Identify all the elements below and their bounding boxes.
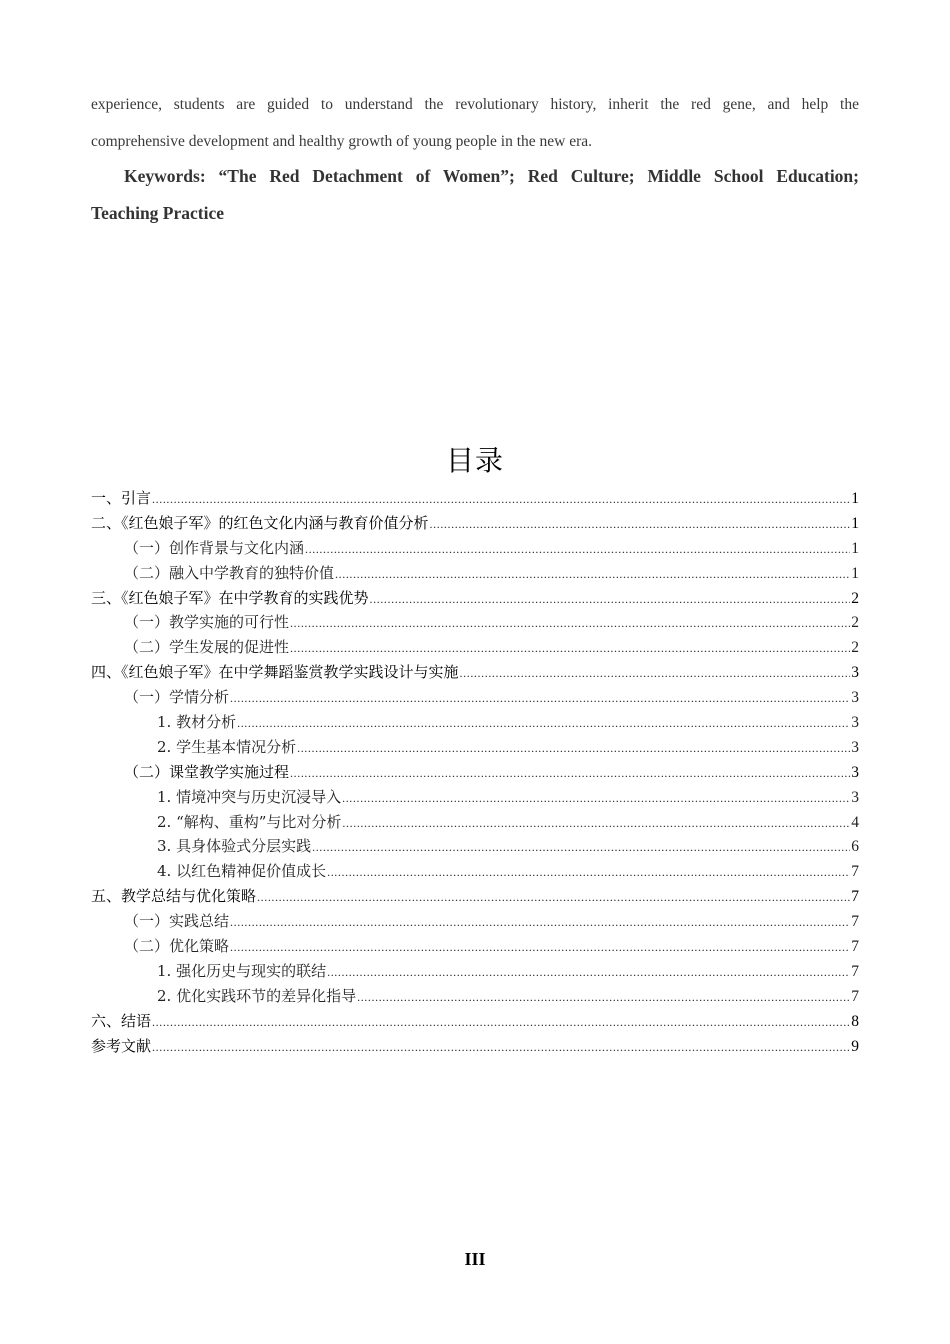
toc-leader-dots — [290, 636, 850, 661]
toc-entry[interactable] — [91, 735, 859, 760]
toc-entry-text: 1. 教材分析 — [157, 713, 237, 732]
toc-leader-dots — [312, 835, 850, 860]
toc-leader-dots — [152, 1035, 850, 1060]
toc-entry-text: （二）课堂教学实施过程 — [124, 762, 290, 781]
toc-entry-text: 2. “解构、重构”与比对分析 — [157, 812, 342, 831]
toc-leader-dots — [230, 910, 850, 935]
toc-entry-page: 7 — [851, 987, 859, 1005]
toc-entry-text: （一）学情分析 — [124, 688, 230, 707]
toc-entry-text: 四、《红色娘子军》在中学舞蹈鉴赏教学实践设计与实施 — [91, 663, 459, 682]
page-number: III — [464, 1249, 486, 1269]
toc-entry-page: 1 — [851, 514, 859, 532]
toc-entry-page: 7 — [851, 863, 859, 881]
toc-entry-page: 1 — [851, 564, 859, 582]
keywords-paragraph — [91, 158, 859, 232]
toc-entry-text: （二）优化策略 — [124, 937, 230, 956]
toc-entry-page: 7 — [851, 888, 859, 906]
toc-entry-page: 7 — [851, 938, 859, 956]
toc-entry-page: 4 — [851, 813, 859, 831]
toc-leader-dots — [342, 786, 850, 811]
toc-entry-page: 1 — [851, 539, 859, 557]
toc-entry[interactable] — [91, 561, 859, 586]
toc-leader-dots — [460, 661, 851, 686]
toc-entry-page: 2 — [851, 639, 859, 657]
toc-entry[interactable] — [91, 984, 859, 1009]
toc-entry[interactable] — [91, 959, 859, 984]
toc-leader-dots — [230, 686, 850, 711]
toc-leader-dots — [327, 960, 850, 985]
toc-entry-text: （一）实践总结 — [124, 912, 230, 931]
toc-entry[interactable] — [91, 909, 859, 934]
toc-entry[interactable] — [91, 610, 859, 635]
toc-leader-dots — [357, 985, 850, 1010]
abstract-line: experience, students are guided to understand the revolutionary history, inherit the red gene, and help the — [91, 96, 859, 113]
toc-entry-page: 2 — [851, 614, 859, 632]
toc-entry-page: 7 — [851, 962, 859, 980]
toc-entry[interactable] — [91, 486, 859, 511]
toc-entry-page: 3 — [851, 788, 859, 806]
toc-entry-page: 3 — [851, 763, 859, 781]
toc-leader-dots — [237, 711, 850, 736]
toc-entry[interactable] — [91, 536, 859, 561]
toc-leader-dots — [335, 562, 850, 587]
toc-entry-text: 参考文献 — [91, 1036, 152, 1055]
toc-entry-text: 1. 强化历史与现实的联结 — [157, 961, 327, 980]
toc-entry[interactable] — [91, 859, 859, 884]
toc-leader-dots — [370, 587, 851, 612]
toc-entry[interactable] — [91, 934, 859, 959]
toc-entry-page: 1 — [851, 490, 859, 507]
toc-leader-dots — [327, 860, 850, 885]
toc-entry-text: （一）教学实施的可行性 — [124, 613, 290, 632]
toc-entry-text: （二）学生发展的促进性 — [124, 638, 290, 657]
toc-entry-text: 二、《红色娘子军》的红色文化内涵与教育价值分析 — [91, 513, 429, 532]
toc-entry-text: 六、结语 — [91, 1011, 152, 1030]
toc-leader-dots — [305, 537, 850, 562]
toc-entry-page: 9 — [851, 1037, 859, 1055]
toc-entry-text: 3. 具身体验式分层实践 — [157, 837, 312, 856]
toc-entry-text: 五、教学总结与优化策略 — [91, 887, 257, 906]
toc-entry[interactable] — [91, 834, 859, 859]
toc-entry[interactable] — [91, 785, 859, 810]
toc-entry-page: 3 — [851, 664, 859, 682]
toc-entry-page: 3 — [851, 689, 859, 707]
toc-leader-dots — [230, 935, 850, 960]
toc-entry-page: 3 — [851, 738, 859, 756]
toc-entry-page: 6 — [851, 838, 859, 856]
toc-entry-page: 8 — [851, 1012, 859, 1030]
toc-entry-text: 三、《红色娘子军》在中学教育的实践优势 — [91, 588, 369, 607]
toc-leader-dots — [152, 1010, 850, 1035]
toc-entry-page: 2 — [851, 589, 859, 607]
toc-entry[interactable] — [91, 586, 859, 611]
toc-entry-text: 4. 以红色精神促价值成长 — [157, 862, 327, 881]
toc-leader-dots — [290, 611, 850, 636]
toc-entry[interactable] — [91, 810, 859, 835]
abstract-line: comprehensive development and healthy growth of young people in the new era. — [91, 133, 593, 150]
toc-entry[interactable] — [91, 635, 859, 660]
toc-entry[interactable] — [91, 1034, 859, 1059]
keywords-line: Keywords: “The Red Detachment of Women”; Red Culture; Middle School Education; — [124, 166, 859, 186]
abstract-text — [91, 86, 859, 160]
toc-entry[interactable] — [91, 1009, 859, 1034]
table-of-contents — [91, 486, 859, 1058]
toc-leader-dots — [342, 811, 850, 836]
toc-entry[interactable] — [91, 710, 859, 735]
toc-leader-dots — [152, 487, 850, 512]
keywords-line: Teaching Practice — [91, 203, 225, 223]
toc-leader-dots — [297, 736, 850, 761]
toc-entry[interactable] — [91, 660, 859, 685]
toc-entry-text: （二）融入中学教育的独特价值 — [124, 563, 335, 582]
toc-entry-page: 7 — [851, 913, 859, 931]
toc-leader-dots — [257, 885, 850, 910]
toc-leader-dots — [430, 512, 851, 537]
toc-entry-page: 3 — [851, 714, 859, 732]
toc-entry-text: 1. 情境冲突与历史沉浸导入 — [157, 787, 342, 806]
toc-entry-text: 2. 学生基本情况分析 — [157, 737, 297, 756]
toc-title: 目录 — [445, 444, 504, 477]
toc-entry[interactable] — [91, 685, 859, 710]
toc-entry-text: （一）创作背景与文化内涵 — [124, 538, 305, 557]
toc-entry-text: 一、引言 — [91, 489, 152, 507]
toc-entry[interactable] — [91, 760, 859, 785]
toc-entry[interactable] — [91, 884, 859, 909]
toc-leader-dots — [290, 761, 850, 786]
toc-entry[interactable] — [91, 511, 859, 536]
toc-entry-text: 2. 优化实践环节的差异化指导 — [157, 986, 357, 1005]
